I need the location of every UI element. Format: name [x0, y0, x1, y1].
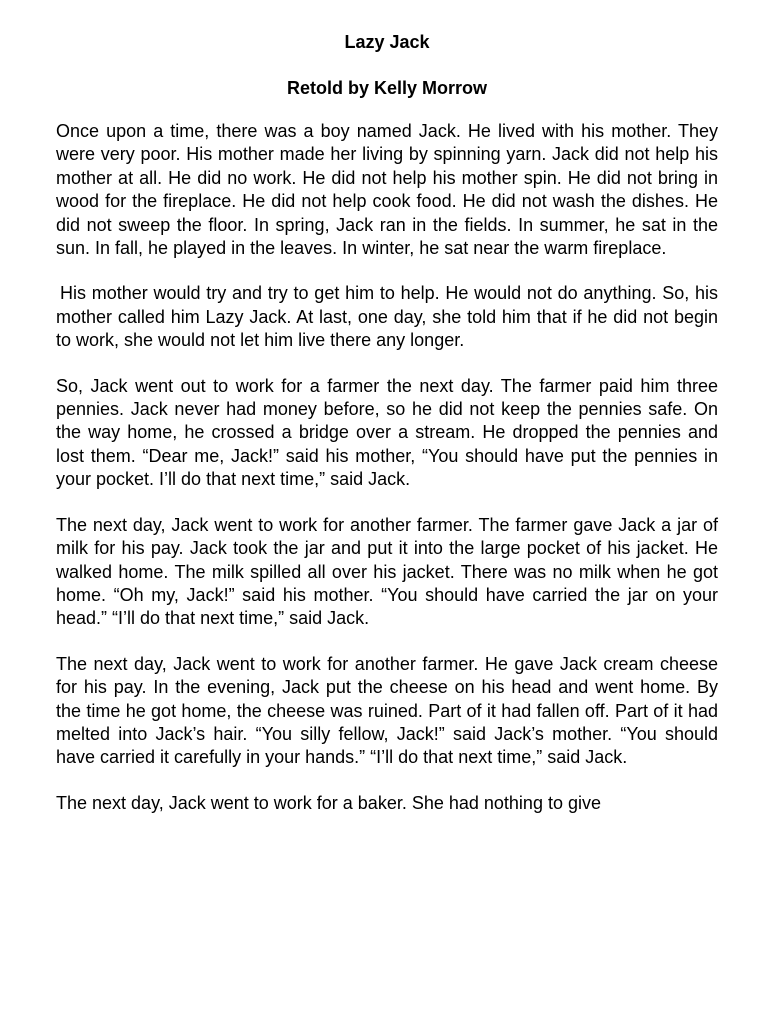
paragraph: So, Jack went out to work for a farmer the next day. The farmer paid him three pennies. Jack never had money before, so he did not keep the pennies safe. On the way home, he crossed a bridge over a stream. He dropped the pennies and lost them. “Dear me, Jack!” said his mother, “You should have put the pennies in your pocket. I’ll do that next time,” said Jack.: [56, 375, 718, 490]
document-subtitle: Retold by Kelly Morrow: [286, 78, 488, 98]
paragraph: Once upon a time, there was a boy named Jack. He lived with his mother. They were very poor. His mother made her living by spinning yarn. Jack did not help his mother at all. He did no work. He did not help his mother spin. He did not bring in wood for the fireplace. He did not help cook food. He did not wash the dishes. He did not sweep the floor. In spring, Jack ran in the fields. In summer, he sat in the sun. In fall, he played in the leaves. In winter, he sat near the warm fireplace.: [56, 121, 718, 259]
paragraph: His mother would try and try to get him to help. He would not do anything. So, his mother called him Lazy Jack. At last, one day, she told him that if he did not begin to work, she would not let him live there any longer.: [56, 283, 718, 351]
document-title: Lazy Jack: [344, 32, 430, 52]
document-page: [56, 30, 718, 815]
paragraph: The next day, Jack went to work for a baker. She had nothing to give: [56, 792, 601, 813]
paragraph: The next day, Jack went to work for another farmer. He gave Jack cream cheese for his pay. In the evening, Jack put the cheese on his head and went home. By the time he got home, the cheese was ruined. Part of it had fallen off. Part of it had melted into Jack’s hair. “You silly fellow, Jack!” said Jack’s mother. “You should have carried it carefully in your hands.” “I’ll do that next time,” said Jack.: [56, 653, 718, 768]
paragraph: The next day, Jack went to work for another farmer. The farmer gave Jack a jar of milk for his pay. Jack took the jar and put it into the large pocket of his jacket. He walked home. The milk spilled all over his jacket. There was no milk when he got home. “Oh my, Jack!” said his mother. “You should have carried the jar on your head.” “I’ll do that next time,” said Jack.: [56, 514, 718, 629]
